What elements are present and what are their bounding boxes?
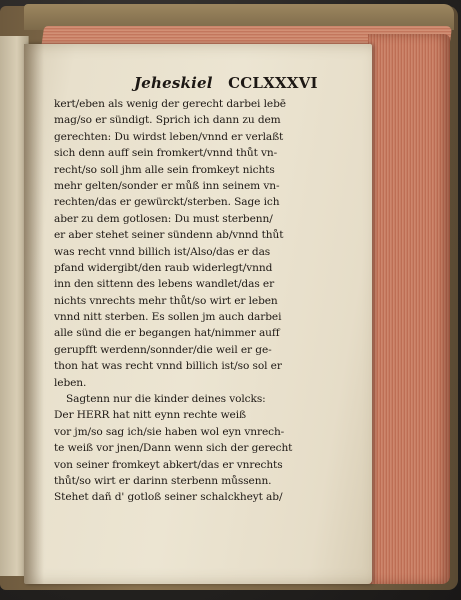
page-edges xyxy=(368,34,450,584)
book-page xyxy=(24,44,372,584)
text-line: thůt/so wirt er darinn sterbenn můssenn. xyxy=(54,474,272,487)
text-line: recht/so soll jhm alle sein fromkeyt nichts xyxy=(54,163,275,176)
text-line: nichts vnrechts mehr thůt/so wirt er leben xyxy=(54,294,278,307)
page-header xyxy=(134,74,366,92)
text-line: te weiß vor jnen/Dann wenn sich der gerecht xyxy=(54,442,293,455)
text-line: sich denn auff sein fromkert/vnnd thůt vn- xyxy=(54,147,278,160)
text-line: aber zu dem gotlosen: Du must sterbenn/ xyxy=(54,212,273,225)
text-line: Stehet dañ d' gotloß seiner schalckheyt ab/ xyxy=(54,491,283,504)
text-line: er aber stehet seiner sündenn ab/vnnd thůt xyxy=(54,229,284,242)
text-line: mehr gelten/sonder er můß inn seinem vn- xyxy=(54,179,280,192)
running-head: Jeheskiel xyxy=(134,74,213,92)
folio-number: CCLXXXVI xyxy=(228,74,318,92)
text-line: gerupfft werdenn/sonnder/die weil er ge- xyxy=(54,343,272,356)
text-line: was recht vnnd billich ist/Also/das er das xyxy=(54,245,271,258)
text-line: vnnd nitt sterben. Es sollen jm auch darbei xyxy=(54,311,282,324)
text-line: inn den sittenn des lebens wandlet/das er xyxy=(54,278,275,291)
text-line: Sagtenn nur die kinder deines volcks: xyxy=(66,393,266,406)
text-line: alle sünd die er begangen hat/nimmer auff xyxy=(54,327,280,340)
text-line: vor jm/so sag ich/sie haben wol eyn vnrech- xyxy=(54,425,285,438)
page-text-block xyxy=(54,96,364,506)
text-line: von seiner fromkeyt abkert/das er vnrechts xyxy=(54,458,283,471)
text-line: pfand widergibt/den raub widerlegt/vnnd xyxy=(54,261,273,274)
text-line: leben. xyxy=(54,376,87,389)
text-line: thon hat was recht vnnd billich ist/so sol er xyxy=(54,360,282,373)
text-line: rechten/das er gewürckt/sterben. Sage ich xyxy=(54,196,280,209)
text-line: Der HERR hat nitt eynn rechte weiß xyxy=(54,409,246,422)
text-line: kert/eben als wenig der gerecht darbei lebē xyxy=(54,98,286,110)
text-line: mag/so er sündigt. Sprich ich dann zu dem xyxy=(54,114,281,127)
text-line: gerechten: Du wirdst leben/vnnd er verlaßt xyxy=(54,130,284,143)
